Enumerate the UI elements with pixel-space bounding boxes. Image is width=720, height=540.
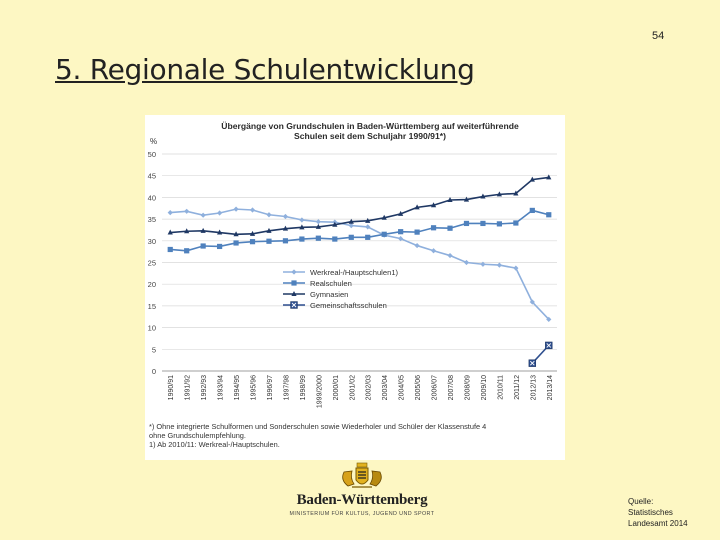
- x-tick-label: 2002/03: [365, 375, 373, 401]
- y-axis-label: %: [150, 137, 158, 146]
- series-1-point: [530, 208, 535, 213]
- x-tick-label: 1993/94: [217, 375, 225, 401]
- slide-number: 54: [652, 30, 665, 42]
- source-line: Quelle:: [628, 497, 654, 506]
- x-tick-label: 1999/2000: [316, 375, 324, 409]
- x-tick-label: 2003/04: [382, 375, 390, 401]
- series-1-point: [546, 212, 551, 217]
- series-1-point: [398, 229, 403, 234]
- series-0-point: [233, 207, 238, 212]
- legend-swatch-marker: [291, 280, 296, 285]
- series-1-point: [316, 236, 321, 241]
- series-1-point: [184, 248, 189, 253]
- series-1-point: [168, 247, 173, 252]
- x-tick-label: 1996/97: [266, 375, 274, 401]
- series-0-point: [184, 209, 189, 214]
- ministry-logo: [282, 462, 442, 524]
- legend-label: Werkreal-/Hauptschulen1): [310, 268, 399, 277]
- series-0-point: [349, 223, 354, 228]
- series-1-point: [464, 221, 469, 226]
- series-1-point: [480, 221, 485, 226]
- y-tick-label: 50: [147, 150, 156, 159]
- series-1-point: [201, 243, 206, 248]
- y-tick-label: 40: [147, 193, 156, 203]
- chart-title: Schulen seit dem Schuljahr 1990/91*): [294, 131, 446, 141]
- series-1-point: [513, 220, 518, 225]
- series-1-point: [266, 239, 271, 244]
- x-tick-label: 2005/06: [415, 375, 423, 401]
- x-tick-label: 1991/92: [184, 375, 192, 401]
- chart: [145, 115, 565, 460]
- logo-name: Baden-Württemberg: [296, 492, 428, 508]
- source-line: Statistisches: [628, 508, 673, 517]
- series-1-point: [447, 226, 452, 231]
- series-0-point: [283, 214, 288, 219]
- legend-label: Gymnasien: [310, 290, 349, 299]
- legend-label: Gemeinschaftsschulen: [310, 301, 387, 310]
- y-tick-label: 10: [147, 323, 156, 333]
- y-tick-label: 30: [147, 236, 156, 246]
- chart-title: Übergänge von Grundschulen in Baden-Württemberg auf weiterführende: [221, 121, 519, 131]
- series-0-point: [201, 213, 206, 218]
- x-tick-label: 1990/91: [168, 375, 176, 401]
- source-note: [628, 496, 688, 529]
- series-0-point: [316, 219, 321, 224]
- footnote-line: ohne Grundschulempfehlung.: [149, 431, 246, 440]
- series-0-point: [250, 207, 255, 212]
- legend-swatch-marker: [291, 269, 296, 274]
- series-1-point: [349, 235, 354, 240]
- series-1-point: [497, 221, 502, 226]
- series-1-point: [299, 236, 304, 241]
- y-tick-label: 15: [147, 301, 156, 311]
- x-tick-label: 2001/02: [349, 375, 357, 401]
- chart-panel: [145, 115, 565, 460]
- y-tick-label: 45: [147, 171, 156, 181]
- x-tick-label: 1992/93: [201, 375, 209, 401]
- x-tick-label: 2011/12: [513, 375, 521, 400]
- y-tick-label: 20: [147, 280, 156, 290]
- x-tick-label: 1994/95: [234, 375, 242, 401]
- chart-footnotes: [149, 422, 559, 449]
- x-tick-label: 2012/13: [530, 375, 538, 401]
- series-0-point: [299, 217, 304, 222]
- source-line: Landesamt 2014: [628, 519, 688, 528]
- x-tick-label: 2004/05: [398, 375, 406, 401]
- series-1-point: [217, 244, 222, 249]
- x-tick-label: 2013/14: [546, 375, 554, 401]
- x-tick-label: 2010/11: [497, 375, 505, 400]
- logo-subtitle: MINISTERIUM FÜR KULTUS, JUGEND UND SPORT: [289, 511, 435, 517]
- x-tick-label: 1995/96: [250, 375, 258, 401]
- series-0-point: [464, 260, 469, 265]
- y-tick-label: 5: [151, 345, 156, 355]
- x-tick-label: 2009/10: [480, 375, 488, 401]
- series-1-point: [332, 236, 337, 241]
- series-1-point: [365, 235, 370, 240]
- x-tick-label: 2000/01: [332, 375, 340, 401]
- slide-title: 5. Regionale Schulentwicklung: [55, 53, 475, 86]
- series-0-point: [217, 210, 222, 215]
- series-1-point: [382, 232, 387, 237]
- footnote-line: *) Ohne integrierte Schulformen und Sonderschulen sowie Wiederholer und Schüler der Klassenstufe 4: [149, 422, 487, 431]
- series-0-point: [447, 253, 452, 258]
- y-tick-label: 35: [147, 215, 156, 225]
- x-tick-label: 2007/08: [448, 375, 456, 401]
- x-tick-label: 1997/98: [283, 375, 291, 401]
- series-0-point: [497, 263, 502, 268]
- series-1-point: [233, 240, 238, 245]
- x-tick-label: 1998/99: [299, 375, 307, 401]
- series-1-point: [431, 225, 436, 230]
- footnote-line: 1) Ab 2010/11: Werkreal-/Hauptschulen.: [149, 440, 280, 449]
- coat-of-arms-icon: [334, 462, 390, 492]
- x-tick-label: 2006/07: [431, 375, 439, 401]
- series-1-point: [250, 239, 255, 244]
- series-1-point: [283, 238, 288, 243]
- series-0-point: [415, 243, 420, 248]
- series-0-point: [266, 212, 271, 217]
- x-tick-label: 2008/09: [464, 375, 472, 401]
- series-0-point: [168, 210, 173, 215]
- y-tick-label: 0: [151, 367, 156, 376]
- series-1-line: [170, 210, 549, 250]
- series-0-point: [513, 266, 518, 271]
- legend-label: Realschulen: [310, 279, 352, 288]
- series-0-point: [431, 248, 436, 253]
- series-1-point: [415, 230, 420, 235]
- y-tick-label: 25: [147, 258, 156, 268]
- series-0-point: [365, 224, 370, 229]
